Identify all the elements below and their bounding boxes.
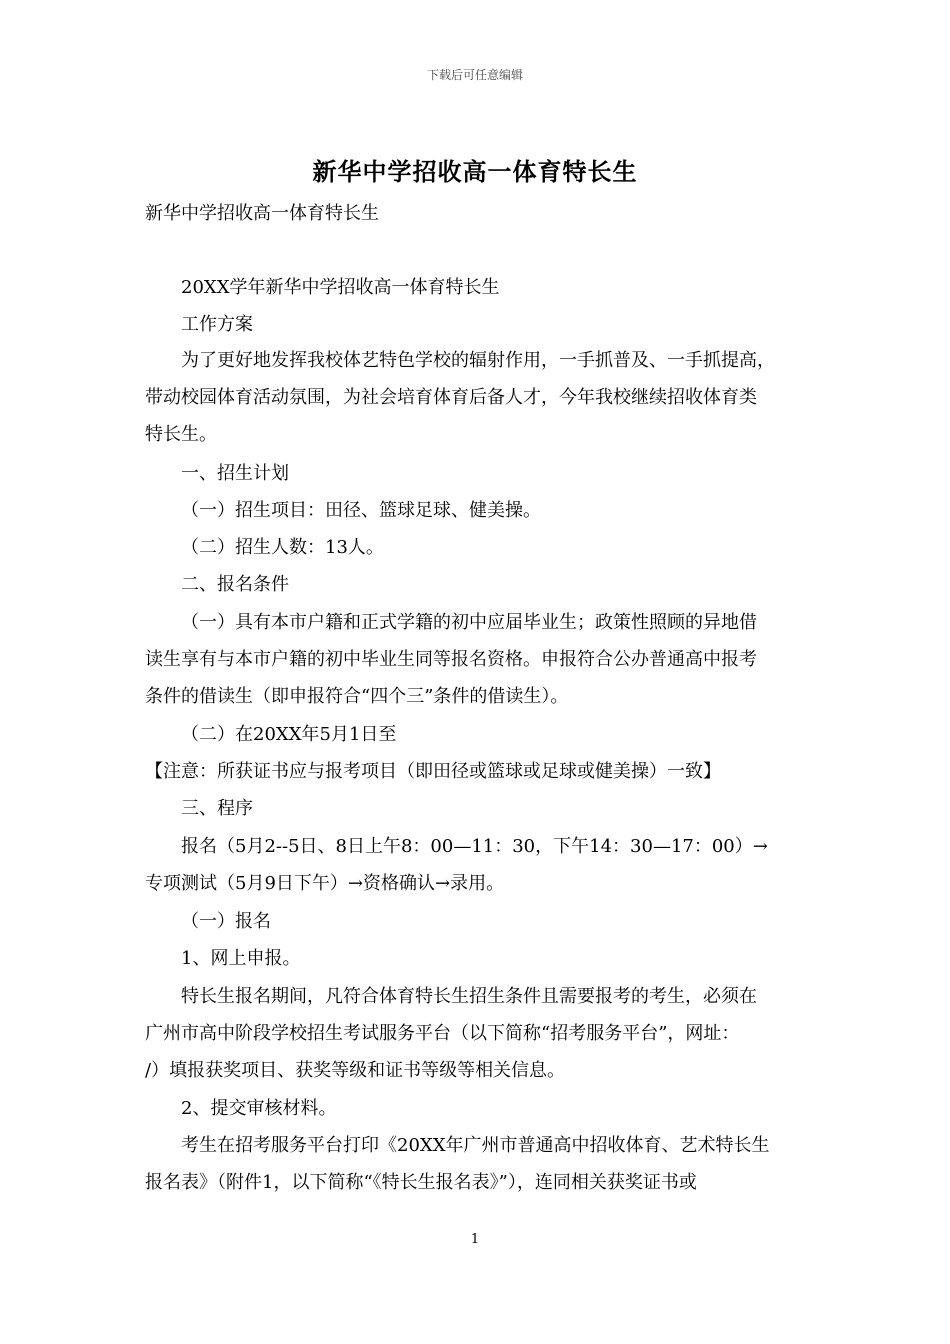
body-line: 考生在招考服务平台打印《20XX年广州市普通高中招收体育、艺术特长生 [181,1135,770,1156]
subtitle-line: 新华中学招收高一体育特长生 [145,203,379,224]
body-line: 工作方案 [181,314,253,335]
body-line: 20XX学年新华中学招收高一体育特长生 [181,277,500,298]
body-line: 读生享有与本市户籍的初中毕业生同等报名资格。申报符合公办普通高中报考 [145,649,757,670]
body-line: （一）招生项目：田径、篮球足球、健美操。 [181,500,541,521]
body-line: 2、提交审核材料。 [181,1098,337,1119]
body-line: 为了更好地发挥我校体艺特色学校的辐射作用，一手抓普及、一手抓提高， [181,350,775,371]
body-line: （二）招生人数：13人。 [181,537,384,558]
page-number: 1 [470,1232,480,1247]
body-line: 专项测试（5月9日下午）→资格确认→录用。 [145,873,505,894]
section-heading: 二、报名条件 [181,574,289,595]
section-heading: 一、招生计划 [181,463,289,484]
body-line: /）填报获奖项目、获奖等级和证书等级等相关信息。 [145,1060,566,1081]
body-line: （二）在20XX年5月1日至 [181,724,397,745]
body-line: 报名表》（附件1，以下简称“《特长生报名表》”），连同相关获奖证书或 [145,1172,697,1193]
header-note: 下载后可任意编辑 [426,68,523,82]
body-line: （一）具有本市户籍和正式学籍的初中应届毕业生；政策性照顾的异地借 [181,612,757,633]
body-line: 条件的借读生（即申报符合“四个三”条件的借读生）。 [145,686,569,707]
note-line: 【注意：所获证书应与报考项目（即田径或篮球或足球或健美操）一致】 [145,761,721,782]
body-line: 特长生。 [145,424,217,445]
body-line: 1、网上申报。 [181,948,301,969]
body-line: 特长生报名期间，凡符合体育特长生招生条件且需要报考的考生，必须在 [181,986,757,1007]
body-line: 广州市高中阶段学校招生考试服务平台（以下简称“招考服务平台”，网址： [145,1023,740,1044]
body-line: （一）报名 [181,911,271,932]
body-line: 带动校园体育活动氛围，为社会培育体育后备人才，今年我校继续招收体育类 [145,387,757,408]
body-line: 报名（5月2--5日、8日上午8：00—11：30，下午14：30—17：00）→ [181,836,768,857]
section-heading: 三、程序 [181,798,253,819]
document-title: 新华中学招收高一体育特长生 [312,157,638,186]
